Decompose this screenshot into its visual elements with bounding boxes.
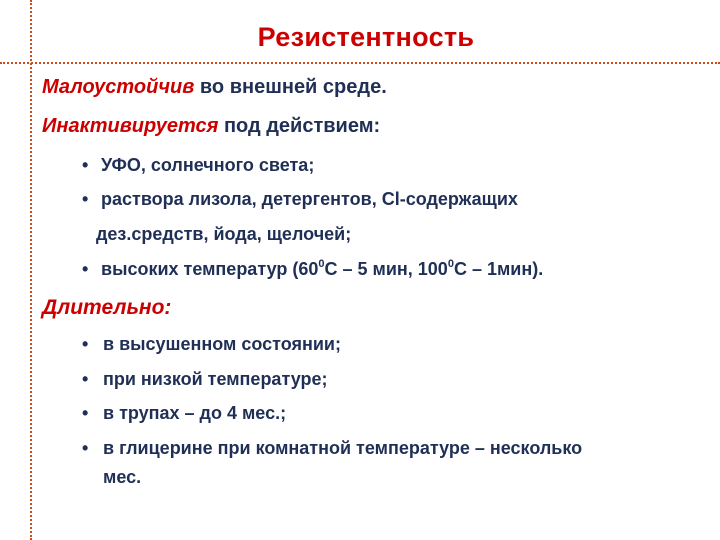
list-item: раствора лизола, детергентов, Cl-содержащих bbox=[101, 189, 518, 209]
intro-line-2-text: под действием: bbox=[218, 115, 381, 137]
intro-line-1-text: во внешней среде. bbox=[194, 76, 387, 98]
list-item: в глицерине при комнатной температуре – несколько bbox=[103, 438, 583, 458]
temp-text-1: высоких температур (60 bbox=[101, 259, 319, 279]
section-heading-long: Длительно: bbox=[42, 296, 172, 319]
list-item: в высушенном состоянии; bbox=[103, 334, 341, 354]
list-item: в трупах – до 4 мес.; bbox=[103, 403, 287, 423]
list-item: УФО, солнечного света; bbox=[101, 155, 315, 175]
intro-line-2 bbox=[42, 115, 380, 138]
degree-sup-1: 0 bbox=[318, 258, 325, 270]
list-item-continuation: мес. bbox=[103, 467, 142, 487]
temp-text-2: С – 5 мин, 100 bbox=[324, 259, 448, 279]
bullet-icon: • bbox=[82, 189, 89, 209]
bullet-icon: • bbox=[82, 369, 89, 389]
bullet-icon: • bbox=[82, 259, 89, 279]
bullet-icon: • bbox=[82, 403, 89, 423]
horizontal-dotted-rule bbox=[0, 62, 720, 64]
bullet-icon: • bbox=[82, 334, 89, 354]
bullet-icon: • bbox=[82, 155, 89, 175]
intro-line-1 bbox=[42, 76, 387, 99]
intro-line-2-emphasis: Инактивируется bbox=[42, 115, 219, 137]
list-item-continuation: дез.средств, йода, щелочей; bbox=[96, 224, 352, 244]
bullet-icon: • bbox=[82, 438, 89, 458]
degree-sup-2: 0 bbox=[447, 258, 454, 270]
slide-title: Резистентность bbox=[257, 22, 475, 52]
list-item: при низкой температуре; bbox=[103, 369, 328, 389]
list-item bbox=[101, 259, 543, 280]
vertical-dotted-rule bbox=[30, 0, 32, 540]
intro-line-1-emphasis: Малоустойчив bbox=[42, 76, 195, 98]
temp-text-3: С – 1мин). bbox=[453, 259, 544, 279]
